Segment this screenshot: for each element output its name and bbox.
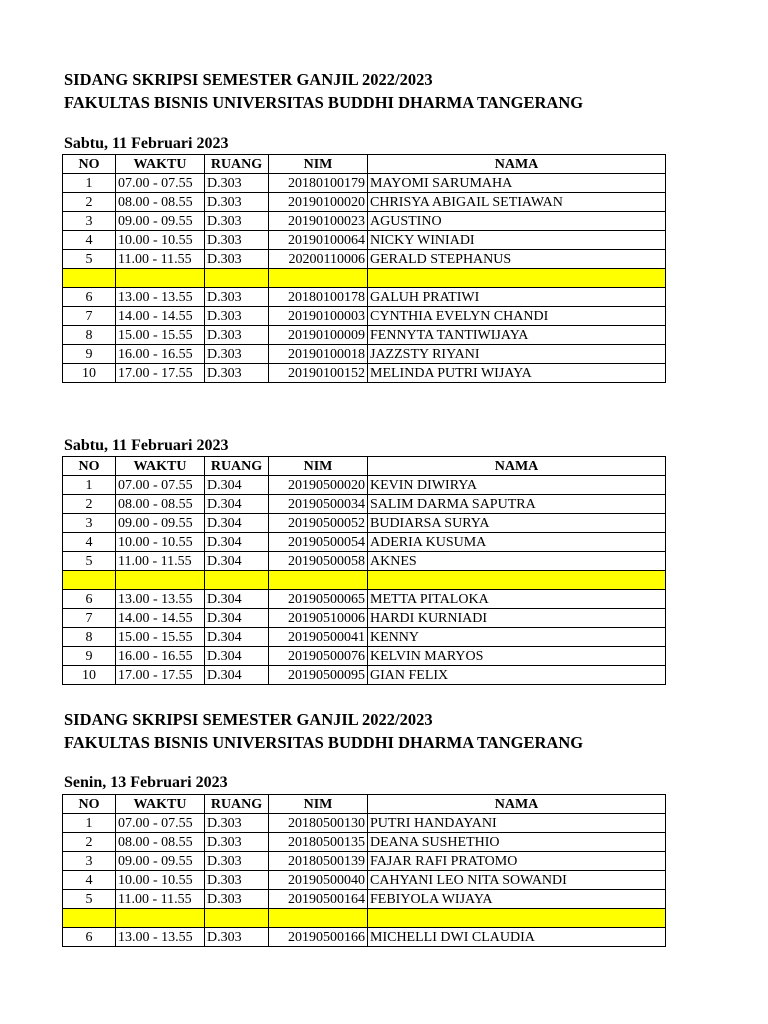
- cell-waktu: 07.00 - 07.55: [116, 814, 205, 833]
- break-row: [63, 269, 666, 288]
- cell-ruang: D.303: [205, 231, 269, 250]
- cell-no: 4: [63, 231, 116, 250]
- document-subtitle: FAKULTAS BISNIS UNIVERSITAS BUDDHI DHARMA TANGERANG: [64, 733, 584, 752]
- cell-ruang: D.303: [205, 250, 269, 269]
- cell-ruang: D.304: [205, 514, 269, 533]
- break-cell: [269, 909, 368, 928]
- break-cell: [116, 571, 205, 590]
- cell-no: 1: [63, 814, 116, 833]
- table-row: [63, 852, 666, 871]
- cell-no: 2: [63, 193, 116, 212]
- cell-nama: FEBIYOLA WIJAYA: [368, 890, 666, 909]
- cell-nim: 20190500054: [269, 533, 368, 552]
- break-cell: [269, 571, 368, 590]
- cell-nama: MICHELLI DWI CLAUDIA: [368, 928, 666, 947]
- cell-ruang: D.303: [205, 212, 269, 231]
- cell-nim: 20190510006: [269, 609, 368, 628]
- cell-waktu: 13.00 - 13.55: [116, 928, 205, 947]
- schedule-table: [62, 154, 666, 383]
- cell-ruang: D.304: [205, 609, 269, 628]
- table-row: [63, 326, 666, 345]
- table-header-row: [63, 457, 666, 476]
- cell-no: 5: [63, 250, 116, 269]
- table-row: [63, 174, 666, 193]
- cell-nim: 20180100179: [269, 174, 368, 193]
- table-row: [63, 890, 666, 909]
- cell-nim: 20190100064: [269, 231, 368, 250]
- column-header-nama: NAMA: [368, 155, 666, 174]
- cell-waktu: 08.00 - 08.55: [116, 833, 205, 852]
- cell-nim: 20190500166: [269, 928, 368, 947]
- cell-no: 2: [63, 495, 116, 514]
- cell-nim: 20190100018: [269, 345, 368, 364]
- cell-waktu: 10.00 - 10.55: [116, 533, 205, 552]
- cell-ruang: D.303: [205, 307, 269, 326]
- cell-nama: BUDIARSA SURYA: [368, 514, 666, 533]
- cell-nama: KENNY: [368, 628, 666, 647]
- cell-waktu: 09.00 - 09.55: [116, 514, 205, 533]
- cell-no: 3: [63, 212, 116, 231]
- cell-ruang: D.303: [205, 871, 269, 890]
- cell-waktu: 16.00 - 16.55: [116, 647, 205, 666]
- cell-waktu: 10.00 - 10.55: [116, 871, 205, 890]
- cell-nama: FENNYTA TANTIWIJAYA: [368, 326, 666, 345]
- cell-waktu: 16.00 - 16.55: [116, 345, 205, 364]
- break-cell: [116, 269, 205, 288]
- cell-nama: AKNES: [368, 552, 666, 571]
- cell-ruang: D.303: [205, 833, 269, 852]
- break-cell: [63, 571, 116, 590]
- cell-nim: 20190100152: [269, 364, 368, 383]
- break-cell: [116, 909, 205, 928]
- cell-nama: KELVIN MARYOS: [368, 647, 666, 666]
- cell-nama: JAZZSTY RIYANI: [368, 345, 666, 364]
- cell-no: 9: [63, 647, 116, 666]
- column-header-no: NO: [63, 457, 116, 476]
- cell-nim: 20190500052: [269, 514, 368, 533]
- cell-ruang: D.303: [205, 193, 269, 212]
- break-cell: [205, 269, 269, 288]
- cell-waktu: 07.00 - 07.55: [116, 476, 205, 495]
- cell-no: 10: [63, 364, 116, 383]
- cell-nim: 20180500130: [269, 814, 368, 833]
- cell-nim: 20190500020: [269, 476, 368, 495]
- cell-nim: 20180500135: [269, 833, 368, 852]
- cell-no: 3: [63, 514, 116, 533]
- cell-waktu: 13.00 - 13.55: [116, 590, 205, 609]
- cell-ruang: D.303: [205, 852, 269, 871]
- cell-nim: 20190100003: [269, 307, 368, 326]
- cell-ruang: D.303: [205, 326, 269, 345]
- cell-waktu: 11.00 - 11.55: [116, 890, 205, 909]
- cell-nim: 20190100020: [269, 193, 368, 212]
- cell-no: 3: [63, 852, 116, 871]
- cell-nim: 20190500095: [269, 666, 368, 685]
- column-header-nim: NIM: [269, 155, 368, 174]
- cell-nama: METTA PITALOKA: [368, 590, 666, 609]
- break-cell: [368, 571, 666, 590]
- cell-nim: 20190100009: [269, 326, 368, 345]
- column-header-ruang: RUANG: [205, 155, 269, 174]
- cell-ruang: D.304: [205, 628, 269, 647]
- table-row: [63, 590, 666, 609]
- break-cell: [368, 909, 666, 928]
- cell-no: 2: [63, 833, 116, 852]
- table-row: [63, 647, 666, 666]
- table-row: [63, 495, 666, 514]
- cell-no: 6: [63, 288, 116, 307]
- break-cell: [205, 909, 269, 928]
- break-cell: [269, 269, 368, 288]
- cell-waktu: 17.00 - 17.55: [116, 364, 205, 383]
- cell-ruang: D.304: [205, 552, 269, 571]
- cell-nama: GERALD STEPHANUS: [368, 250, 666, 269]
- column-header-waktu: WAKTU: [116, 795, 205, 814]
- cell-nama: DEANA SUSHETHIO: [368, 833, 666, 852]
- break-cell: [63, 269, 116, 288]
- cell-waktu: 08.00 - 08.55: [116, 495, 205, 514]
- cell-waktu: 15.00 - 15.55: [116, 326, 205, 345]
- table-row: [63, 533, 666, 552]
- cell-no: 5: [63, 552, 116, 571]
- cell-waktu: 11.00 - 11.55: [116, 250, 205, 269]
- cell-nama: GALUH PRATIWI: [368, 288, 666, 307]
- cell-no: 5: [63, 890, 116, 909]
- column-header-no: NO: [63, 155, 116, 174]
- table-row: [63, 928, 666, 947]
- cell-no: 8: [63, 628, 116, 647]
- cell-no: 1: [63, 174, 116, 193]
- cell-no: 6: [63, 590, 116, 609]
- table-row: [63, 609, 666, 628]
- cell-ruang: D.304: [205, 495, 269, 514]
- cell-waktu: 17.00 - 17.55: [116, 666, 205, 685]
- table-row: [63, 212, 666, 231]
- table-row: [63, 307, 666, 326]
- table-header-row: [63, 795, 666, 814]
- break-row: [63, 571, 666, 590]
- column-header-no: NO: [63, 795, 116, 814]
- column-header-waktu: WAKTU: [116, 457, 205, 476]
- cell-nama: PUTRI HANDAYANI: [368, 814, 666, 833]
- column-header-nim: NIM: [269, 457, 368, 476]
- cell-nama: KEVIN DIWIRYA: [368, 476, 666, 495]
- table-row: [63, 833, 666, 852]
- table-row: [63, 364, 666, 383]
- cell-nim: 20190500065: [269, 590, 368, 609]
- cell-ruang: D.304: [205, 647, 269, 666]
- cell-waktu: 09.00 - 09.55: [116, 212, 205, 231]
- break-row: [63, 909, 666, 928]
- cell-waktu: 13.00 - 13.55: [116, 288, 205, 307]
- cell-nim: 20180500139: [269, 852, 368, 871]
- session-date: Sabtu, 11 Februari 2023: [64, 135, 229, 152]
- cell-waktu: 07.00 - 07.55: [116, 174, 205, 193]
- table-row: [63, 514, 666, 533]
- cell-nim: 20190500034: [269, 495, 368, 514]
- cell-no: 9: [63, 345, 116, 364]
- cell-nim: 20180100178: [269, 288, 368, 307]
- table-row: [63, 871, 666, 890]
- cell-ruang: D.304: [205, 666, 269, 685]
- cell-no: 7: [63, 609, 116, 628]
- table-row: [63, 288, 666, 307]
- table-row: [63, 193, 666, 212]
- table-row: [63, 345, 666, 364]
- schedule-table: [62, 794, 666, 947]
- table-row: [63, 628, 666, 647]
- cell-waktu: 14.00 - 14.55: [116, 307, 205, 326]
- session-date: Senin, 13 Februari 2023: [64, 774, 228, 791]
- table-header-row: [63, 155, 666, 174]
- column-header-waktu: WAKTU: [116, 155, 205, 174]
- cell-no: 7: [63, 307, 116, 326]
- document-title: SIDANG SKRIPSI SEMESTER GANJIL 2022/2023: [64, 70, 433, 89]
- cell-no: 4: [63, 533, 116, 552]
- schedule-table: [62, 456, 666, 685]
- column-header-nama: NAMA: [368, 457, 666, 476]
- cell-nama: MAYOMI SARUMAHA: [368, 174, 666, 193]
- break-cell: [368, 269, 666, 288]
- table-row: [63, 814, 666, 833]
- cell-nim: 20190100023: [269, 212, 368, 231]
- cell-nama: NICKY WINIADI: [368, 231, 666, 250]
- cell-no: 6: [63, 928, 116, 947]
- table-row: [63, 231, 666, 250]
- cell-waktu: 11.00 - 11.55: [116, 552, 205, 571]
- cell-nama: FAJAR RAFI PRATOMO: [368, 852, 666, 871]
- cell-nama: GIAN FELIX: [368, 666, 666, 685]
- cell-ruang: D.303: [205, 345, 269, 364]
- cell-nim: 20190500058: [269, 552, 368, 571]
- break-cell: [205, 571, 269, 590]
- cell-ruang: D.303: [205, 928, 269, 947]
- session-date: Sabtu, 11 Februari 2023: [64, 437, 229, 454]
- cell-no: 8: [63, 326, 116, 345]
- cell-ruang: D.303: [205, 364, 269, 383]
- cell-nama: CHRISYA ABIGAIL SETIAWAN: [368, 193, 666, 212]
- table-row: [63, 250, 666, 269]
- cell-nama: HARDI KURNIADI: [368, 609, 666, 628]
- column-header-nama: NAMA: [368, 795, 666, 814]
- cell-no: 1: [63, 476, 116, 495]
- cell-ruang: D.303: [205, 890, 269, 909]
- cell-ruang: D.304: [205, 476, 269, 495]
- cell-nama: CYNTHIA EVELYN CHANDI: [368, 307, 666, 326]
- cell-waktu: 08.00 - 08.55: [116, 193, 205, 212]
- cell-ruang: D.303: [205, 288, 269, 307]
- column-header-nim: NIM: [269, 795, 368, 814]
- cell-waktu: 09.00 - 09.55: [116, 852, 205, 871]
- column-header-ruang: RUANG: [205, 457, 269, 476]
- cell-nama: MELINDA PUTRI WIJAYA: [368, 364, 666, 383]
- cell-nim: 20200110006: [269, 250, 368, 269]
- cell-nim: 20190500164: [269, 890, 368, 909]
- cell-waktu: 10.00 - 10.55: [116, 231, 205, 250]
- column-header-ruang: RUANG: [205, 795, 269, 814]
- cell-nim: 20190500041: [269, 628, 368, 647]
- cell-nama: SALIM DARMA SAPUTRA: [368, 495, 666, 514]
- table-row: [63, 552, 666, 571]
- break-cell: [63, 909, 116, 928]
- document-subtitle: FAKULTAS BISNIS UNIVERSITAS BUDDHI DHARMA TANGERANG: [64, 93, 584, 112]
- cell-ruang: D.304: [205, 590, 269, 609]
- document-title: SIDANG SKRIPSI SEMESTER GANJIL 2022/2023: [64, 710, 433, 729]
- cell-nim: 20190500040: [269, 871, 368, 890]
- cell-nama: AGUSTINO: [368, 212, 666, 231]
- cell-no: 10: [63, 666, 116, 685]
- cell-ruang: D.303: [205, 174, 269, 193]
- cell-no: 4: [63, 871, 116, 890]
- cell-waktu: 14.00 - 14.55: [116, 609, 205, 628]
- cell-waktu: 15.00 - 15.55: [116, 628, 205, 647]
- cell-ruang: D.304: [205, 533, 269, 552]
- table-row: [63, 476, 666, 495]
- cell-nama: CAHYANI LEO NITA SOWANDI: [368, 871, 666, 890]
- cell-ruang: D.303: [205, 814, 269, 833]
- cell-nama: ADERIA KUSUMA: [368, 533, 666, 552]
- cell-nim: 20190500076: [269, 647, 368, 666]
- table-row: [63, 666, 666, 685]
